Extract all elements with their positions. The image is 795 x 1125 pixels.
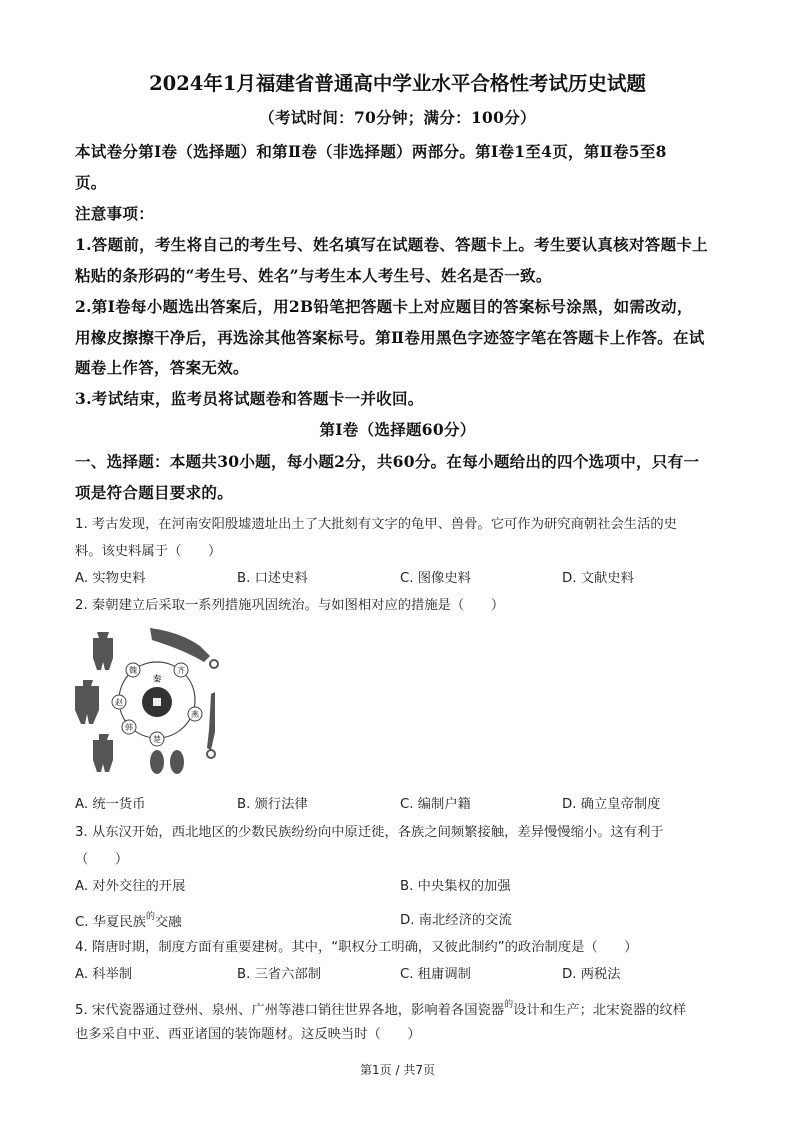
figure-label-state: 韩 [125, 723, 133, 732]
notice-line: 粘贴的条形码的“考生号、姓名”与考生本人考生号、姓名是否一致。 [75, 266, 552, 285]
exam-title: 2024年1月福建省普通高中学业水平合格性考试历史试题 [149, 72, 646, 95]
option-c: C. 租庸调制 [400, 967, 471, 982]
figure-label-state: 齐 [177, 666, 185, 675]
figure-label-state: 魏 [129, 666, 137, 675]
option-a: A. 对外交往的开展 [75, 879, 186, 894]
qin-currency-figure [75, 622, 225, 782]
option-c: C. 图像史料 [400, 571, 471, 586]
notice-line: 3.考试结束，监考员将试题卷和答题卡一并收回。 [75, 389, 424, 408]
option-c-text: C. 华夏民族 [75, 915, 146, 930]
option-d: D. 文献史料 [562, 571, 634, 586]
option-a: A. 实物史料 [75, 571, 146, 586]
option-c-tail: 交融 [154, 915, 182, 930]
option-a: A. 统一货币 [75, 797, 146, 812]
question-5-sup: 的 [504, 1000, 514, 1010]
option-c: C. 编制户籍 [400, 797, 471, 812]
question-1-text: 料。该史料属于（ ） [75, 544, 222, 559]
figure-label-state: 燕 [191, 710, 199, 719]
figure-label-state: 楚 [153, 735, 161, 744]
section-instructions: 项是符合题目要求的。 [75, 483, 234, 502]
option-b: B. 三省六部制 [237, 967, 322, 982]
intro-line: 本试卷分第Ⅰ卷（选择题）和第Ⅱ卷（非选择题）两部分。第Ⅰ卷1至4页，第Ⅱ卷5至8 [75, 142, 667, 161]
page-footer: 第1页 / 共7页 [360, 1063, 435, 1077]
option-c-sup: 的 [145, 912, 155, 922]
option-d: D. 南北经济的交流 [400, 913, 512, 928]
spade-coin-icon [75, 680, 99, 724]
option-b: B. 口述史料 [237, 571, 308, 586]
section-title: 第Ⅰ卷（选择题60分） [319, 420, 476, 439]
question-3-text: （ ） [75, 852, 129, 867]
question-3-text: 3. 从东汉开始，西北地区的少数民族纷纷向中原迁徙，各族之间频繁接触，差异慢慢缩小。这有利于 [75, 825, 664, 840]
option-c [75, 909, 182, 930]
question-2-text: 2. 秦朝建立后采取一系列措施巩固统治。与如图相对应的措施是（ ） [75, 598, 505, 613]
option-b: B. 颁行法律 [237, 797, 308, 812]
option-d: D. 确立皇帝制度 [562, 797, 661, 812]
question-5-part: 5. 宋代瓷器通过登州、泉州、广州等港口销往世界各地，影响着各国瓷器 [75, 1003, 505, 1018]
section-instructions: 一、选择题：本题共30小题，每小题2分，共60分。在每小题给出的四个选项中，只有一 [75, 452, 700, 471]
spade-coin-icon [93, 734, 113, 772]
intro-line: 页。 [75, 173, 107, 192]
notice-line: 2.第Ⅰ卷每小题选出答案后，用2B铅笔把答题卡上对应题目的答案标号涂黑，如需改动， [75, 297, 693, 316]
notice-line: 用橡皮擦擦干净后，再选涂其他答案标号。第Ⅱ卷用黑色字迹签字笔在答题卡上作答。在试 [75, 328, 705, 347]
option-b: B. 中央集权的加强 [400, 879, 511, 894]
knife-coin-icon [150, 628, 210, 662]
question-4-text: 4. 隋唐时期，制度方面有重要建树。其中，“职权分工明确，又彼此制约”的政治制度是（ ） [75, 940, 638, 955]
question-5-text [75, 997, 686, 1018]
question-5-text: 也多采自中亚、西亚诸国的装饰题材。这反映当时（ ） [75, 1027, 421, 1042]
question-5-part: 设计和生产；北宋瓷器的纹样 [513, 1003, 686, 1018]
notice-heading: 注意事项： [75, 204, 155, 223]
knife-coin-icon [207, 692, 215, 750]
question-1-text: 1. 考古发现，在河南安阳殷墟遗址出土了大批刻有文字的龟甲、兽骨。它可作为研究商朝社会生活的史 [75, 517, 677, 532]
figure-label-state: 赵 [115, 698, 123, 707]
notice-line: 题卷上作答，答案无效。 [75, 358, 249, 377]
figure-label-qin: 秦 [152, 675, 162, 685]
spade-coin-icon [93, 632, 113, 670]
ant-nose-coin-icon [150, 750, 164, 774]
ant-nose-coin-icon [170, 750, 184, 774]
notice-line: 1.答题前，考生将自己的考生号、姓名填写在试题卷、答题卡上。考生要认真核对答题卡上 [75, 235, 708, 254]
exam-subtitle: （考试时间：70分钟；满分：100分） [259, 108, 536, 127]
option-d: D. 两税法 [562, 967, 621, 982]
option-a: A. 科举制 [75, 967, 133, 982]
